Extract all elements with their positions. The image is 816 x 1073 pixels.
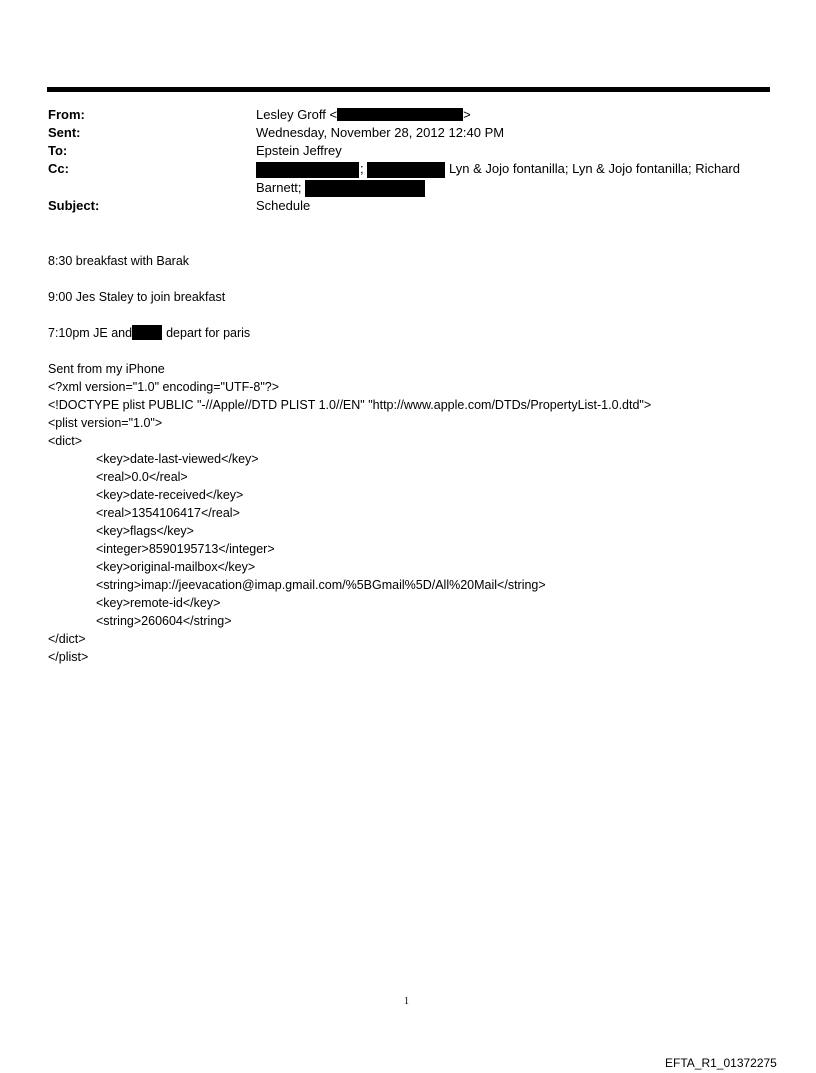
sent-label: Sent: [48,125,81,140]
redaction-block [367,162,445,178]
plist-line: <plist version="1.0"> [48,416,163,430]
from-close: > [463,107,471,122]
plist-line: <real>0.0</real> [96,470,188,484]
plist-line: <integer>8590195713</integer> [96,542,275,556]
to-value: Epstein Jeffrey [256,143,342,158]
plist-line: <string>260604</string> [96,614,232,628]
plist-line: <key>flags</key> [96,524,194,538]
redaction-block [256,162,359,178]
plist-line: <?xml version="1.0" encoding="UTF-8"?> [48,380,280,394]
redaction-block [305,180,425,197]
redaction-block [337,108,463,121]
plist-line: <key>remote-id</key> [96,596,221,610]
header-rule [47,87,770,92]
to-label: To: [48,143,68,158]
redaction-block [132,325,162,340]
cc-label: Cc: [48,161,69,176]
plist-line: <key>original-mailbox</key> [96,560,256,574]
sent-value: Wednesday, November 28, 2012 12:40 PM [256,125,505,140]
depart-text-a: 7:10pm JE and [48,326,133,340]
from-label: From: [48,107,85,122]
plist-line: <key>date-received</key> [96,488,244,502]
plist-line: <!DOCTYPE plist PUBLIC "-//Apple//DTD PLIST 1.0//EN" "http://www.apple.com/DTDs/PropertyList-1.0.dtd"> [48,398,652,412]
plist-line: <dict> [48,434,83,448]
plist-line: </dict> [48,632,86,646]
plist-line: <string>imap://jeevacation@imap.gmail.com/%5BGmail%5D/All%20Mail</string> [96,578,546,592]
body-line-breakfast: 8:30 breakfast with Barak [48,254,190,268]
depart-text-b: depart for paris [166,326,251,340]
body-line-depart [48,324,250,342]
cc-semicolon: ; [360,161,364,176]
plist-line: </plist> [48,650,89,664]
page-number: 1 [404,996,409,1007]
from-value [256,106,471,124]
body-line-staley: 9:00 Jes Staley to join breakfast [48,290,226,304]
subject-label: Subject: [48,198,100,213]
plist-line: <real>1354106417</real> [96,506,240,520]
document-id: EFTA_R1_01372275 [665,1056,777,1070]
cc-line2: Barnett; [256,180,302,195]
plist-line: <key>date-last-viewed</key> [96,452,259,466]
cc-line1-rest: Lyn & Jojo fontanilla; Lyn & Jojo fontanilla; Richard [449,161,740,176]
subject-value: Schedule [256,198,311,213]
from-name: Lesley Groff < [256,107,338,122]
signature-line: Sent from my iPhone [48,362,165,376]
